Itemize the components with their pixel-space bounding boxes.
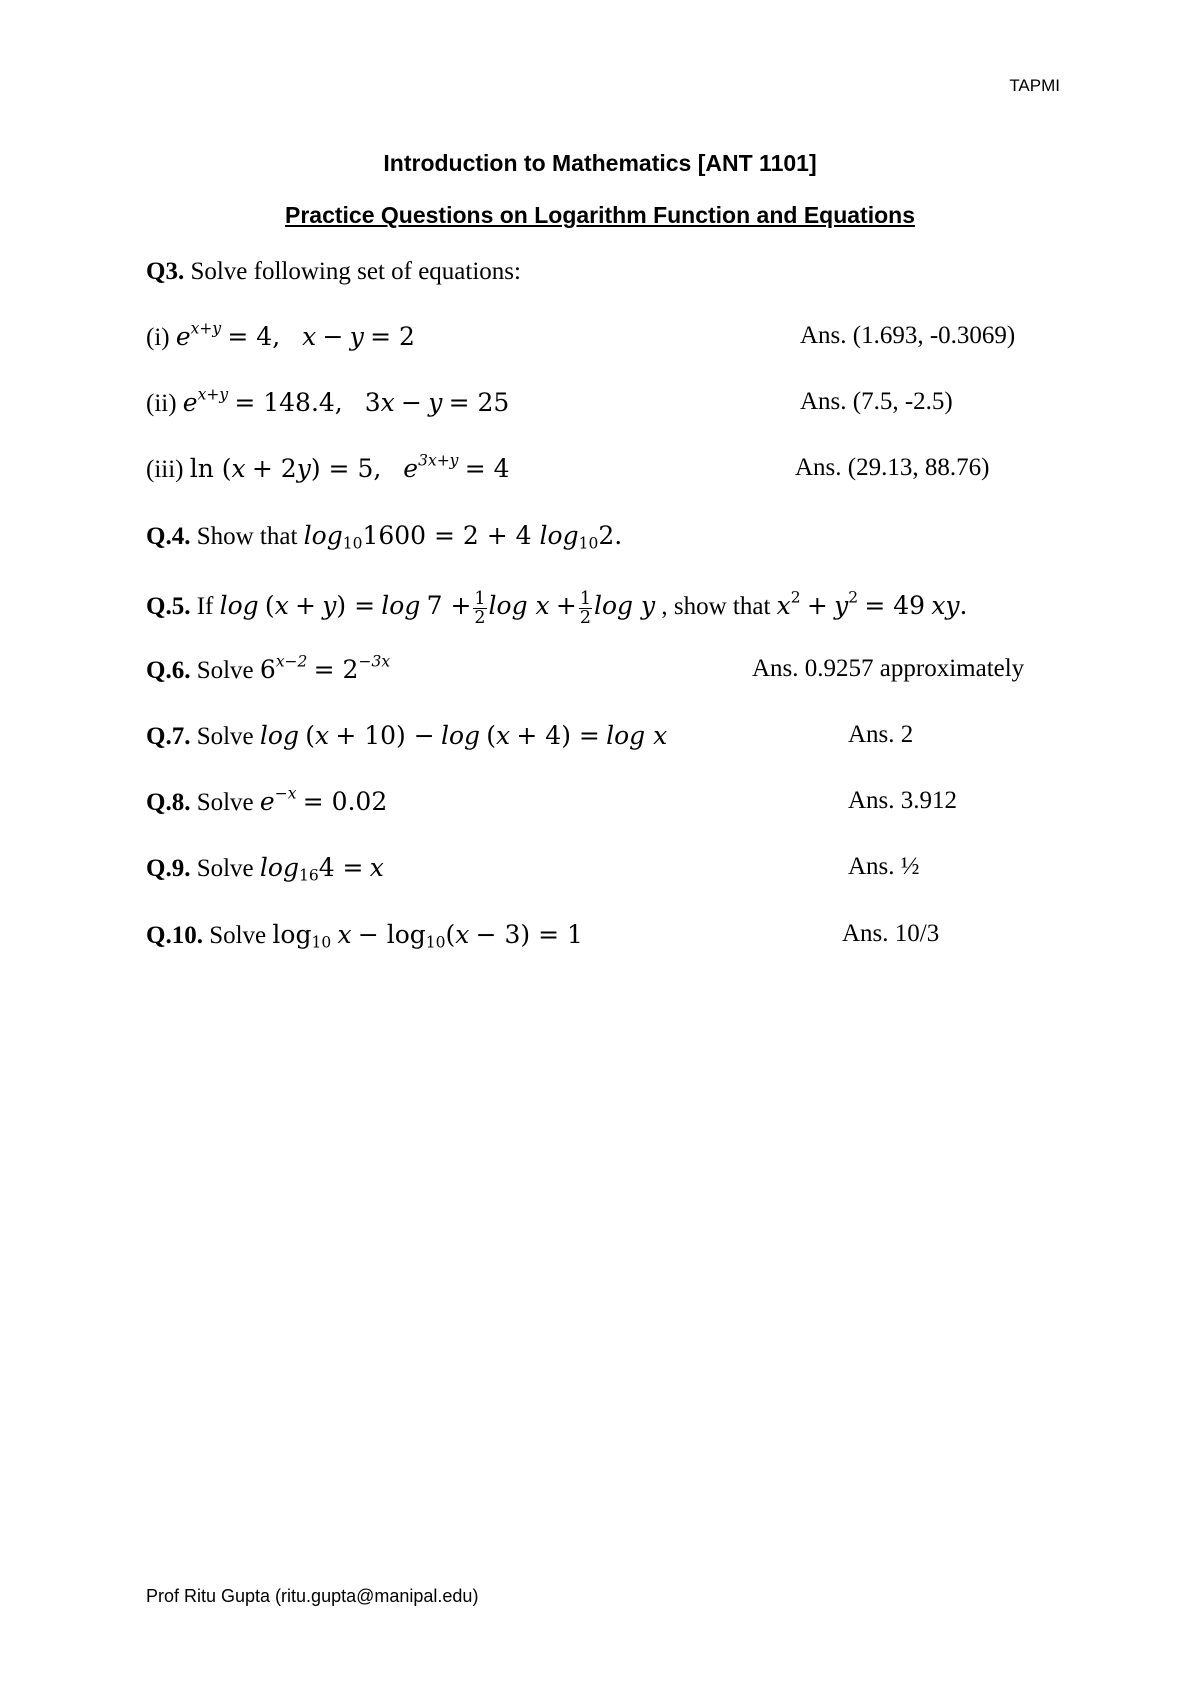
q8-prompt: Solve	[196, 789, 254, 816]
q7-prompt: Solve	[196, 723, 254, 750]
q7-line	[146, 721, 667, 751]
q5-mid-text: , show that	[661, 592, 771, 620]
q7-label: Q.7.	[146, 723, 191, 750]
q5-equation: log (x + y) = log 7 + $\frac{1}{2}$ log x + $\frac{1}{2}$ log y	[219, 589, 656, 629]
q4-line	[146, 521, 622, 551]
q3-part-i	[146, 319, 415, 352]
q8-answer: Ans. 3.912	[848, 787, 958, 814]
page-subtitle: Practice Questions on Logarithm Function and Equations	[285, 202, 915, 228]
q8-line	[146, 784, 388, 817]
q3-part-ii-answer: Ans. (7.5, -2.5)	[800, 388, 953, 415]
q9-prompt: Solve	[196, 855, 254, 882]
q3-part-ii-equation: $e^{x+y} = 148.4$, 3x − y = 25	[182, 385, 510, 417]
q4-prompt: Show that	[196, 523, 298, 550]
q10-line	[146, 920, 583, 950]
q7-equation: log (x + 10) − log (x + 4) = log x	[259, 721, 668, 750]
q3-prompt: Solve following set of equations:	[190, 258, 521, 285]
footer-author: Prof Ritu Gupta (ritu.gupta@manipal.edu)	[146, 1586, 479, 1606]
q3-part-iii	[146, 451, 510, 484]
q5-prompt: If	[196, 592, 214, 620]
q10-prompt: Solve	[209, 922, 267, 949]
q4-equation: $\log_{10}1600 = 2 + 4$ $\log_{10}2$.	[303, 521, 623, 553]
q9-label: Q.9.	[146, 855, 191, 882]
q6-label: Q.6.	[146, 657, 191, 684]
q5-result: $x^2 + y^2 = 49$ xy.	[776, 588, 968, 620]
q4-label: Q.4.	[146, 523, 191, 550]
q5-line	[146, 590, 968, 628]
q6-equation: $6^{x-2} = 2^{-3x}$	[259, 652, 391, 684]
q8-equation: $e^{-x} = 0.02$	[259, 784, 388, 816]
q3-part-i-equation: $e^{x+y} = 4$, x − y = 2	[175, 319, 415, 351]
q8-label: Q.8.	[146, 789, 191, 816]
q3-part-i-answer: Ans. (1.693, -0.3069)	[800, 322, 1016, 349]
q3-heading	[146, 258, 521, 286]
q3-part-ii	[146, 385, 510, 418]
q3-part-i-num: (i)	[146, 324, 170, 351]
q3-part-iii-equation: ln (x + 2y) = 5, $e^{3x+y} = 4$	[189, 451, 510, 483]
q10-equation: $\log_{10} x - \log_{10}(x - 3) = 1$	[272, 920, 583, 952]
q9-answer: Ans. ½	[848, 853, 920, 880]
q3-part-iii-answer: Ans. (29.13, 88.76)	[795, 454, 990, 481]
q6-answer: Ans. 0.9257 approximately	[752, 655, 1025, 682]
q9-line	[146, 853, 384, 883]
q10-answer: Ans. 10/3	[842, 920, 940, 947]
q10-label: Q.10.	[146, 922, 203, 949]
q3-part-ii-num: (ii)	[146, 390, 177, 417]
q5-label: Q.5.	[146, 592, 191, 620]
q3-part-iii-num: (iii)	[146, 456, 184, 483]
q3-label: Q3.	[146, 258, 185, 285]
q7-answer: Ans. 2	[848, 721, 914, 748]
q6-prompt: Solve	[196, 657, 254, 684]
page-title: Introduction to Mathematics [ANT 1101]	[383, 150, 817, 176]
q9-equation: $\log_{16}4 = x$	[259, 853, 384, 885]
header-org: TAPMI	[1009, 76, 1060, 95]
q6-line	[146, 652, 391, 685]
